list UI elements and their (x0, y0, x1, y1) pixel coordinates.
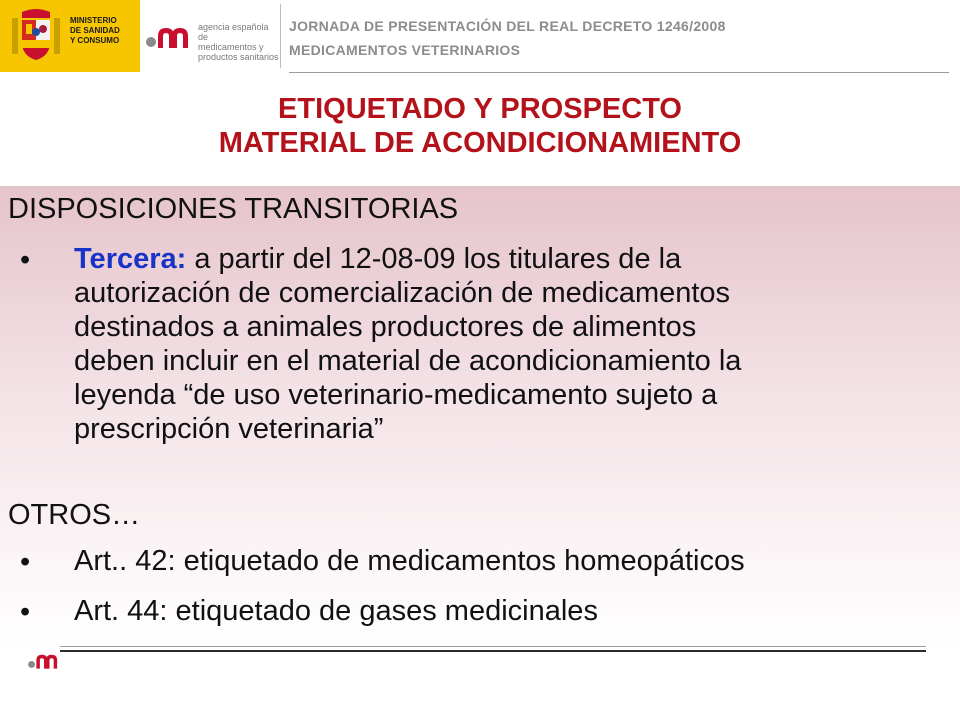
event-title-line-1: JORNADA DE PRESENTACIÓN DEL REAL DECRETO 1246/2008 (289, 18, 726, 34)
list-item-tercera (74, 242, 954, 446)
agency-line-2: medicamentos y (198, 42, 264, 52)
event-title (289, 14, 949, 62)
bullet-glyph: • (20, 546, 31, 578)
event-title-line-2: MEDICAMENTOS VETERINARIOS (289, 42, 521, 58)
bullet-glyph: • (20, 596, 31, 628)
aemps-mark-icon (146, 24, 192, 50)
slide-title (0, 92, 960, 160)
list-item-line (74, 242, 954, 276)
list-item-line: deben incluir en el material de acondicionamiento la (74, 345, 742, 377)
ministry-name (70, 16, 120, 46)
list-item-line: autorización de comercialización de medicamentos (74, 277, 731, 309)
ministry-line-3: Y CONSUMO (70, 36, 120, 45)
ministry-line-2: DE SANIDAD (70, 26, 120, 35)
footer-rule (60, 650, 926, 652)
list-item-lead: Tercera: (74, 243, 187, 275)
section-heading-otros: OTROS… (8, 499, 141, 531)
slide-title-line-1: ETIQUETADO Y PROSPECTO (278, 93, 682, 125)
bullet-glyph: • (20, 244, 31, 276)
list-item-art-44: Art. 44: etiquetado de gases medicinales (74, 595, 598, 627)
list-item-line: leyenda “de uso veterinario-medicamento sujeto a (74, 379, 718, 411)
list-item-line: prescripción veterinaria” (74, 413, 384, 445)
agency-line-3: productos sanitarios (198, 52, 279, 62)
section-heading-transitorias: DISPOSICIONES TRANSITORIAS (8, 193, 459, 225)
header (0, 0, 960, 74)
agency-name (198, 22, 280, 62)
list-item-art-42: Art.. 42: etiquetado de medicamentos homeopáticos (74, 545, 745, 577)
event-underline (289, 72, 949, 73)
agency-line-1: agencia española de (198, 22, 269, 42)
ministry-line-1: MINISTERIO (70, 16, 117, 25)
slide-content (0, 186, 960, 646)
slide-title-line-2: MATERIAL DE ACONDICIONAMIENTO (218, 127, 742, 159)
footer-rule-thin (60, 646, 926, 647)
aemps-logo (146, 18, 280, 60)
header-divider (280, 4, 281, 68)
list-item-line: destinados a animales productores de alimentos (74, 311, 697, 343)
list-item-text: a partir del 12-08-09 los titulares de la (186, 243, 682, 275)
ministry-logo (0, 0, 140, 72)
coat-of-arms-icon (10, 8, 62, 64)
aemps-footer-mark-icon (28, 652, 60, 670)
